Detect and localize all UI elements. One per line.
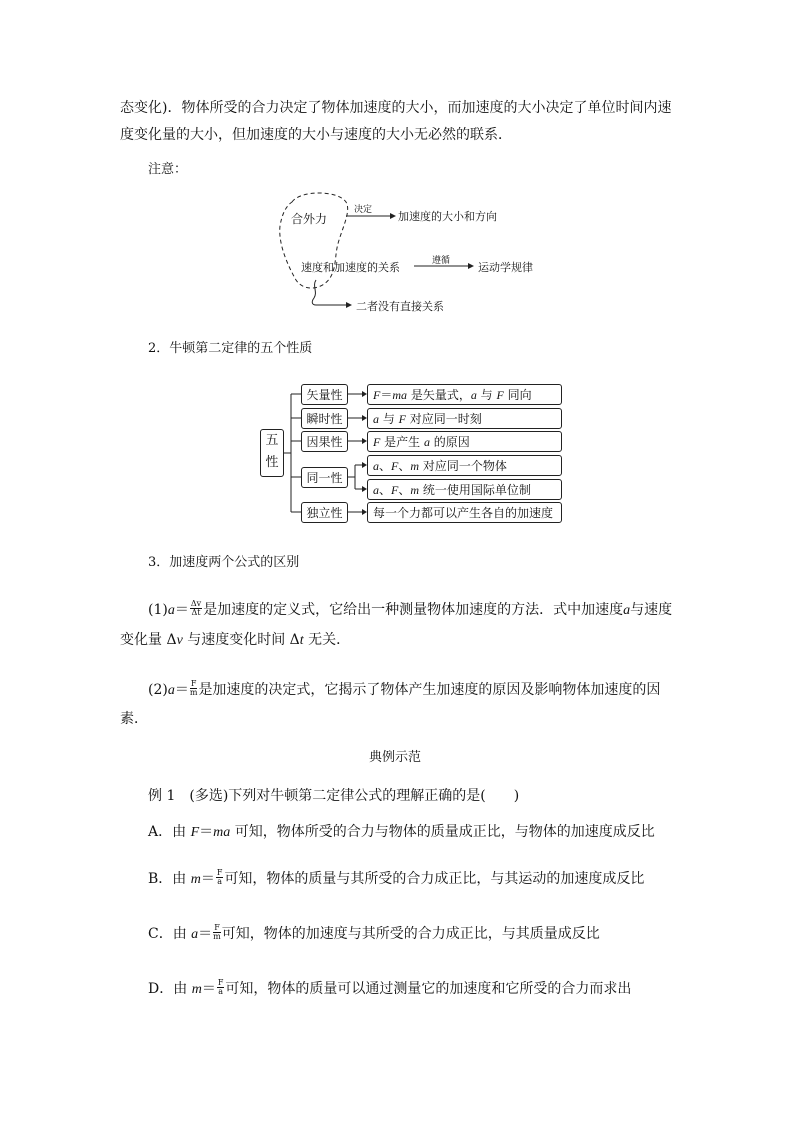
example-stem: 例 1 (多选)下列对牛顿第二定律公式的理解正确的是( ) xyxy=(148,788,520,804)
desc-identity-2: a、F、m 统一使用国际单位制 xyxy=(367,479,562,500)
decides-label: 决定 xyxy=(354,205,373,215)
desc-independence: 每一个力都可以产生各自的加速度 xyxy=(367,502,562,523)
option-a: A．由 F＝ma 可知，物体所受的合力与物体的质量成正比，与物体的加速度成反比 xyxy=(148,824,655,840)
label-vector: 矢量性 xyxy=(301,384,348,405)
desc-causal: F 是产生 a 的原因 xyxy=(367,431,562,452)
option-d: D．由 m＝ $\frac{F}{a}$ 可知，物体的质量可以通过测量它的加速度和它所受的合力而求出 xyxy=(148,977,632,997)
label-causal: 因果性 xyxy=(301,431,348,452)
fraction-f-m-c: $\frac{F}{m}$ xyxy=(213,922,221,941)
option-b: B．由 m＝ $\frac{F}{a}$ 可知，物体的质量与其所受的合力成正比，与其运动的加速度成反比 xyxy=(148,867,645,887)
option-c: C．由 a＝ $\frac{F}{m}$ 可知，物体的加速度与其所受的合力成正比，与其质量成反比 xyxy=(148,922,600,942)
acc-result-label: 加速度的大小和方向 xyxy=(398,210,497,223)
label-instant: 瞬时性 xyxy=(301,408,348,429)
example-heading: 典例示范 xyxy=(369,750,422,765)
section-2-title: 2．牛顿第二定律的五个性质 xyxy=(148,341,313,356)
desc-vector: F＝ma 是矢量式，a 与 F 同向 xyxy=(367,384,562,405)
formula-1-line-1: (1)a＝ $\frac{\Delta v}{\Delta t}$ 是加速度的定义式，它给出一种测量物体加速度的方法．式中加速度a与速度 xyxy=(148,598,673,618)
desc-instant: a 与 F 对应同一时刻 xyxy=(367,408,562,429)
note-label: 注意： xyxy=(148,162,188,177)
fraction-dv-dt: $\frac{\Delta v}{\Delta t}$ xyxy=(190,598,202,617)
section-3-title: 3．加速度两个公式的区别 xyxy=(148,555,300,570)
label-identity: 同一性 xyxy=(301,467,348,488)
fraction-f-a-b: $\frac{F}{a}$ xyxy=(216,867,223,886)
formula-2-line-2: 素． xyxy=(120,711,148,727)
five-properties-root xyxy=(260,429,284,477)
desc-identity-1: a、F、m 对应同一个物体 xyxy=(367,455,562,476)
label-independence: 独立性 xyxy=(301,502,348,523)
fraction-f-m: $\frac{F}{m}$ xyxy=(189,678,198,697)
root-char-1: 五 xyxy=(265,433,279,448)
fraction-f-a-d: $\frac{F}{a}$ xyxy=(217,977,224,996)
relation-label: 速度和加速度的关系 xyxy=(301,261,400,274)
formula-1-line-2: 变化量 Δv 与速度变化时间 Δt 无关． xyxy=(120,632,351,648)
follows-label: 遵循 xyxy=(432,256,451,266)
intro-line-1: 态变化)．物体所受的合力决定了物体加速度的大小，而加速度的大小决定了单位时间内速 xyxy=(120,100,672,116)
formula-2-line-1: (2)a＝ $\frac{F}{m}$ 是加速度的决定式，它揭示了物体产生加速度的原因及影响物体加速度的因 xyxy=(148,678,661,698)
no-relation-label: 二者没有直接关系 xyxy=(356,300,444,313)
force-label: 合外力 xyxy=(291,212,328,226)
intro-line-2: 度变化量的大小，但加速度的大小与速度的大小无必然的联系． xyxy=(120,127,512,143)
root-char-2: 性 xyxy=(265,455,279,470)
kinematics-label: 运动学规律 xyxy=(478,261,533,274)
